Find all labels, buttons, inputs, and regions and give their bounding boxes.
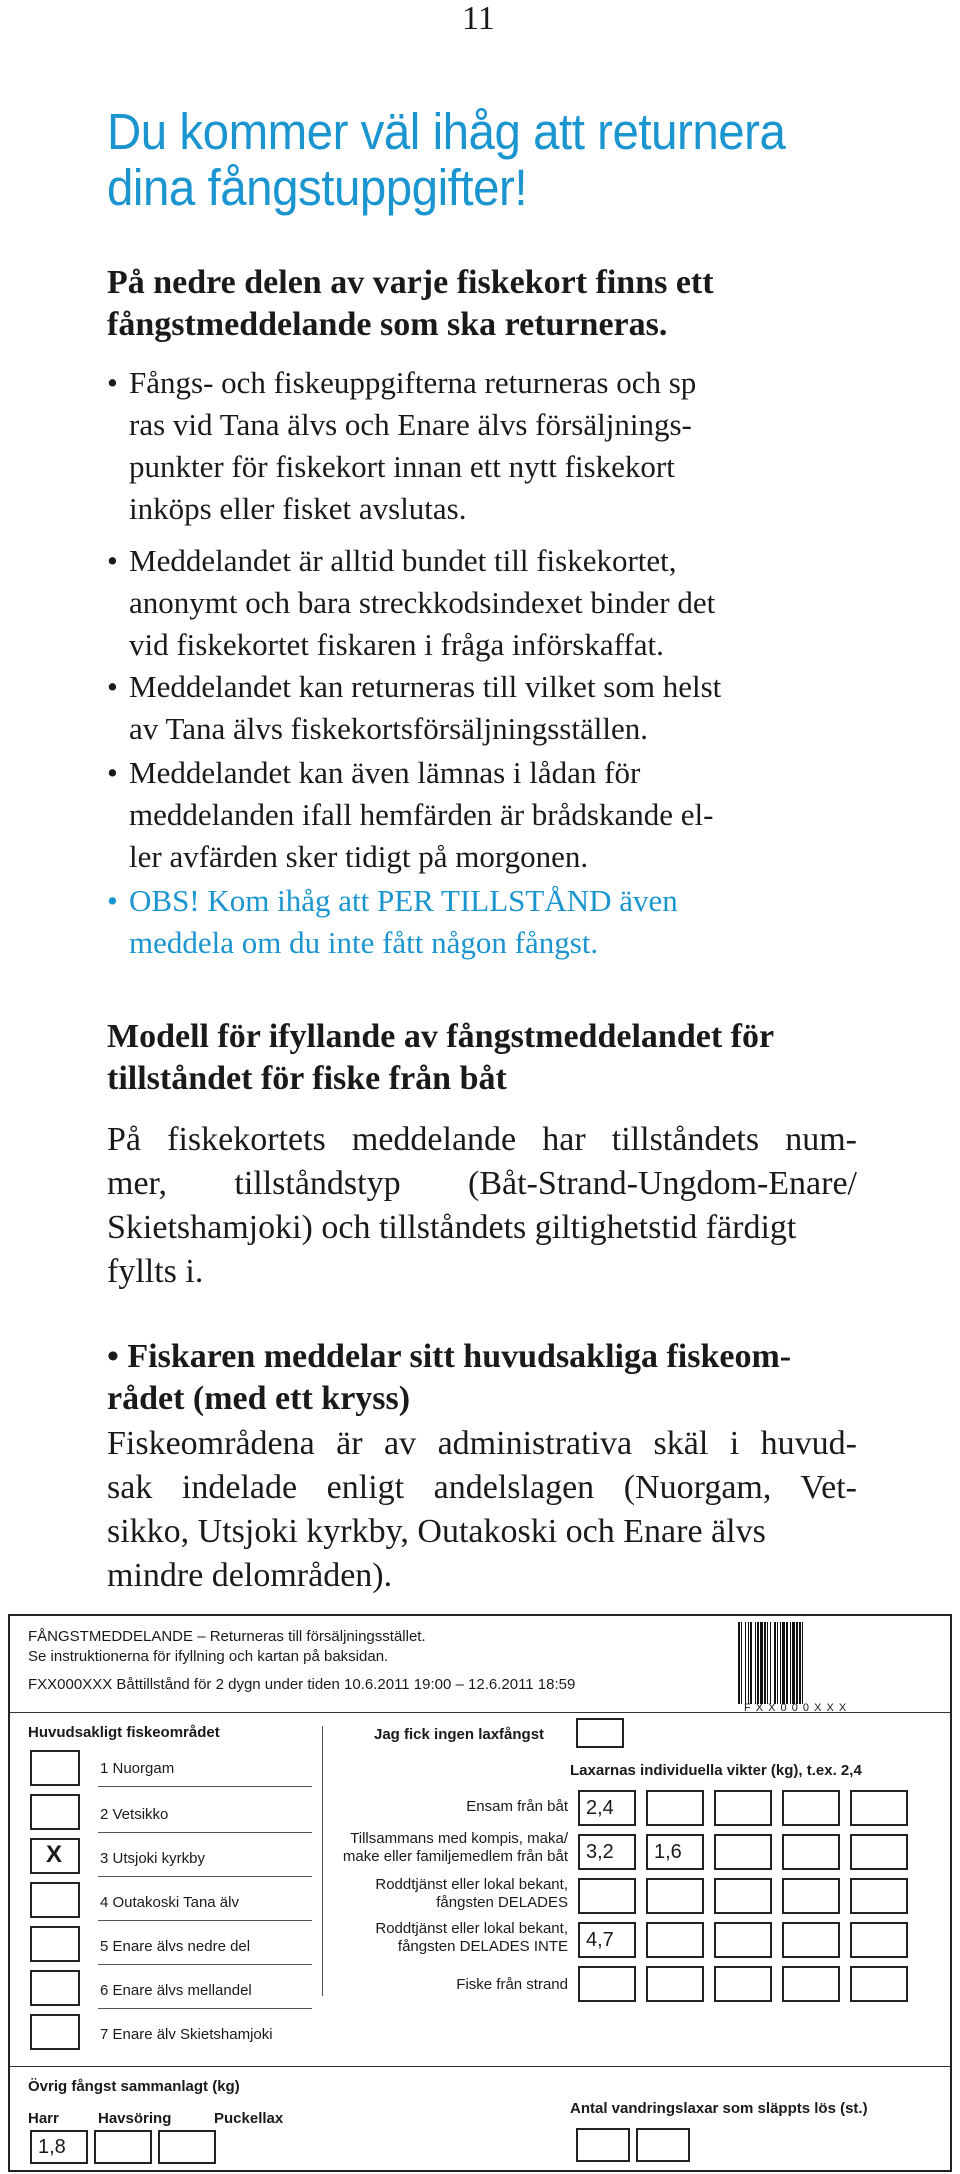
permit-line: FXX000XXX Båttillstånd för 2 dygn under tiden 10.6.2011 19:00 – 12.6.2011 18:59 [28, 1676, 576, 1693]
bullet-line: meddela om du inte fått någon fångst. [129, 925, 599, 960]
model-heading-line: Modell för ifyllande av fångstmeddelandet för [107, 1018, 775, 1055]
form-divider [10, 2066, 950, 2067]
bullet-line: OBS! Kom ihåg att PER TILLSTÅND även [129, 883, 678, 918]
bullet-dot: • [107, 669, 118, 704]
method-label-line: fångsten DELADES [436, 1894, 568, 1911]
model-paragraph-line: Skietshamjoki) och tillståndets giltighetstid färdigt [107, 1209, 797, 1246]
weight-box[interactable] [714, 1790, 772, 1826]
bullet-dot: • [107, 543, 118, 578]
method-label-alone: Ensam från båt [466, 1798, 568, 1815]
area-checkbox-6[interactable] [30, 1970, 80, 2006]
form-header-line: Se instruktionerna för ifyllning och kartan på baksidan. [28, 1648, 389, 1665]
bullet-line: Fångs- och fiskeuppgifterna returneras och sp [129, 365, 697, 400]
species-label-puckellax: Puckellax [214, 2110, 284, 2127]
row-line [98, 1920, 312, 1921]
area-mark: X [46, 1841, 63, 1868]
row-line [98, 1786, 312, 1787]
bullet-sale-points [107, 666, 867, 750]
weight-box[interactable] [646, 1966, 704, 2002]
weight-box[interactable] [646, 1878, 704, 1914]
bullet-line: Meddelandet kan returneras till vilket som helst [129, 669, 722, 704]
weight-box[interactable] [782, 1834, 840, 1870]
bullet-mailbox [107, 752, 867, 878]
bullet-return-info [107, 362, 867, 530]
bullet-line: meddelanden ifall hemfärden är brådskande el- [129, 797, 714, 832]
no-catch-label: Jag fick ingen laxfångst [374, 1726, 545, 1743]
area-label: 4 Outakoski Tana älv [100, 1894, 239, 1911]
area-label: 2 Vetsikko [100, 1806, 169, 1823]
other-catch-box-puckellax[interactable] [158, 2130, 216, 2164]
intro-heading [107, 262, 867, 346]
form-divider [10, 1712, 950, 1713]
weight-box[interactable]: 2,4 [578, 1790, 636, 1826]
weight-box[interactable] [850, 1922, 908, 1958]
method-label-line: Roddtjänst eller lokal bekant, [375, 1876, 568, 1893]
area-paragraph-line: sak indelade enligt andelslagen (Nuorgam, Vet- [107, 1469, 857, 1506]
other-catch-box-havsoring[interactable] [94, 2130, 152, 2164]
area-label: 5 Enare älvs nedre del [100, 1938, 251, 1955]
weight-box[interactable] [714, 1834, 772, 1870]
area-checkbox-2[interactable] [30, 1794, 80, 1830]
weight-box[interactable]: 4,7 [578, 1922, 636, 1958]
weight-box[interactable]: 1,6 [646, 1834, 704, 1870]
bullet-line: av Tana älvs fiskekortsförsäljningsställen. [129, 711, 648, 746]
area-heading-text: Fiskaren meddelar sitt huvudsakliga fiskeom- [127, 1338, 792, 1375]
page-title-line: Du kommer väl ihåg att returnera [107, 103, 786, 160]
bullet-line: ler avfärden sker tidigt på morgonen. [129, 839, 589, 874]
weight-box[interactable] [850, 1966, 908, 2002]
model-paragraph-line: fyllts i. [107, 1253, 204, 1290]
model-paragraph-line: mer, tillståndstyp (Båt-Strand-Ungdom-Enare/ [107, 1165, 857, 1202]
weight-box[interactable] [782, 1790, 840, 1826]
catch-report-form [8, 1614, 952, 2172]
area-heading-line: rådet (med ett kryss) [107, 1380, 411, 1417]
intro-heading-line: På nedre delen av varje fiskekort finns ett [107, 264, 714, 301]
bullet-line: inköps eller fisket avslutas. [129, 491, 467, 526]
method-label-shore: Fiske från strand [456, 1976, 568, 1993]
species-label-harr: Harr [28, 2110, 59, 2127]
method-label-line: Tillsammans med kompis, maka/ [350, 1830, 568, 1847]
method-label-line: Roddtjänst eller lokal bekant, [375, 1920, 568, 1937]
bullet-dot: • [107, 883, 118, 918]
page-number: 11 [462, 0, 495, 37]
bullet-anonymous-info [107, 540, 867, 666]
model-heading [107, 1016, 887, 1100]
other-catch-label: Övrig fångst sammanlagt (kg) [28, 2078, 240, 2095]
page-title-line: dina fångstuppgifter! [107, 159, 528, 216]
area-checkbox-7[interactable] [30, 2014, 80, 2050]
weight-box[interactable] [850, 1878, 908, 1914]
weight-box[interactable] [714, 1922, 772, 1958]
method-label-with-company [300, 1830, 568, 1866]
bullet-line: punkter för fiskekort innan ett nytt fiskekort [129, 449, 675, 484]
area-label: 6 Enare älvs mellandel [100, 1982, 252, 1999]
method-label-not-shared [300, 1920, 568, 1956]
page-title [107, 104, 832, 216]
weight-box[interactable] [782, 1922, 840, 1958]
released-count-box[interactable] [576, 2128, 630, 2162]
model-heading-line: tillståndet för fiske från båt [107, 1060, 507, 1097]
weight-box[interactable] [850, 1834, 908, 1870]
weight-box[interactable] [646, 1922, 704, 1958]
area-label: 1 Nuorgam [100, 1760, 175, 1777]
area-label: 3 Utsjoki kyrkby [100, 1850, 206, 1867]
method-label-line: fångsten DELADES INTE [397, 1938, 568, 1955]
area-heading [107, 1336, 887, 1420]
area-heading-line: • Fiskaren meddelar sitt huvudsakliga fiskeom- [107, 1338, 792, 1375]
bullet-line: vid fiskekortet fiskaren i fråga införskaffat. [129, 627, 664, 662]
bullet-line: ras vid Tana älvs och Enare älvs försäljnings- [129, 407, 692, 442]
weight-box[interactable] [578, 1878, 636, 1914]
weight-box[interactable] [646, 1790, 704, 1826]
row-line [98, 1876, 312, 1877]
area-label: 7 Enare älv Skietshamjoki [100, 2026, 273, 2043]
released-label: Antal vandringslaxar som släppts lös (st.) [570, 2100, 868, 2117]
area-checkbox-1[interactable] [30, 1750, 80, 1786]
row-line [98, 1832, 312, 1833]
area-checkbox-4[interactable] [30, 1882, 80, 1918]
released-count-box[interactable] [636, 2128, 690, 2162]
bullet-dot: • [107, 365, 118, 400]
area-paragraph-line: Fiskeområdena är av administrativa skäl i huvud- [107, 1425, 857, 1462]
area-checkbox-3[interactable] [30, 1838, 80, 1874]
row-line [98, 2008, 312, 2009]
other-catch-box-harr[interactable]: 1,8 [30, 2130, 88, 2164]
bullet-line: Meddelandet är alltid bundet till fiskekortet, [129, 543, 677, 578]
barcode [736, 1622, 870, 1718]
weight-box[interactable] [714, 1878, 772, 1914]
area-paragraph-line: sikko, Utsjoki kyrkby, Outakoski och Enare älvs [107, 1513, 766, 1550]
form-header-line: FÅNGSTMEDDELANDE – Returneras till försäljningsstället. [28, 1628, 426, 1645]
area-checkbox-5[interactable] [30, 1926, 80, 1962]
barcode-text: F X X 0 0 0 X X X [744, 1702, 848, 1714]
barcode-icon [736, 1622, 870, 1704]
weight-box[interactable] [782, 1878, 840, 1914]
weights-label: Laxarnas individuella vikter (kg), t.ex. 2,4 [570, 1762, 862, 1779]
method-label-line: make eller familjemedlem från båt [342, 1848, 568, 1865]
model-paragraph-line: På fiskekortets meddelande har tillståndets num- [107, 1121, 857, 1158]
intro-heading-line: fångstmeddelande som ska returneras. [107, 306, 668, 343]
bullet-line: anonymt och bara streckkodsindexet binder det [129, 585, 716, 620]
weight-box[interactable] [782, 1966, 840, 2002]
main-area-label: Huvudsakligt fiskeområdet [28, 1724, 220, 1741]
no-catch-checkbox[interactable] [576, 1718, 624, 1748]
bullet-obs-notice [107, 880, 867, 964]
weight-box[interactable] [578, 1966, 636, 2002]
weight-box[interactable]: 3,2 [578, 1834, 636, 1870]
bullet-dot: • [107, 755, 118, 790]
weight-box[interactable] [850, 1790, 908, 1826]
area-paragraph-line: mindre delområden). [107, 1557, 393, 1594]
row-line [98, 1964, 312, 1965]
bullet-line: Meddelandet kan även lämnas i lådan för [129, 755, 641, 790]
weight-box[interactable] [714, 1966, 772, 2002]
species-label-havsoring: Havsöring [98, 2110, 172, 2127]
method-label-shared [300, 1876, 568, 1912]
